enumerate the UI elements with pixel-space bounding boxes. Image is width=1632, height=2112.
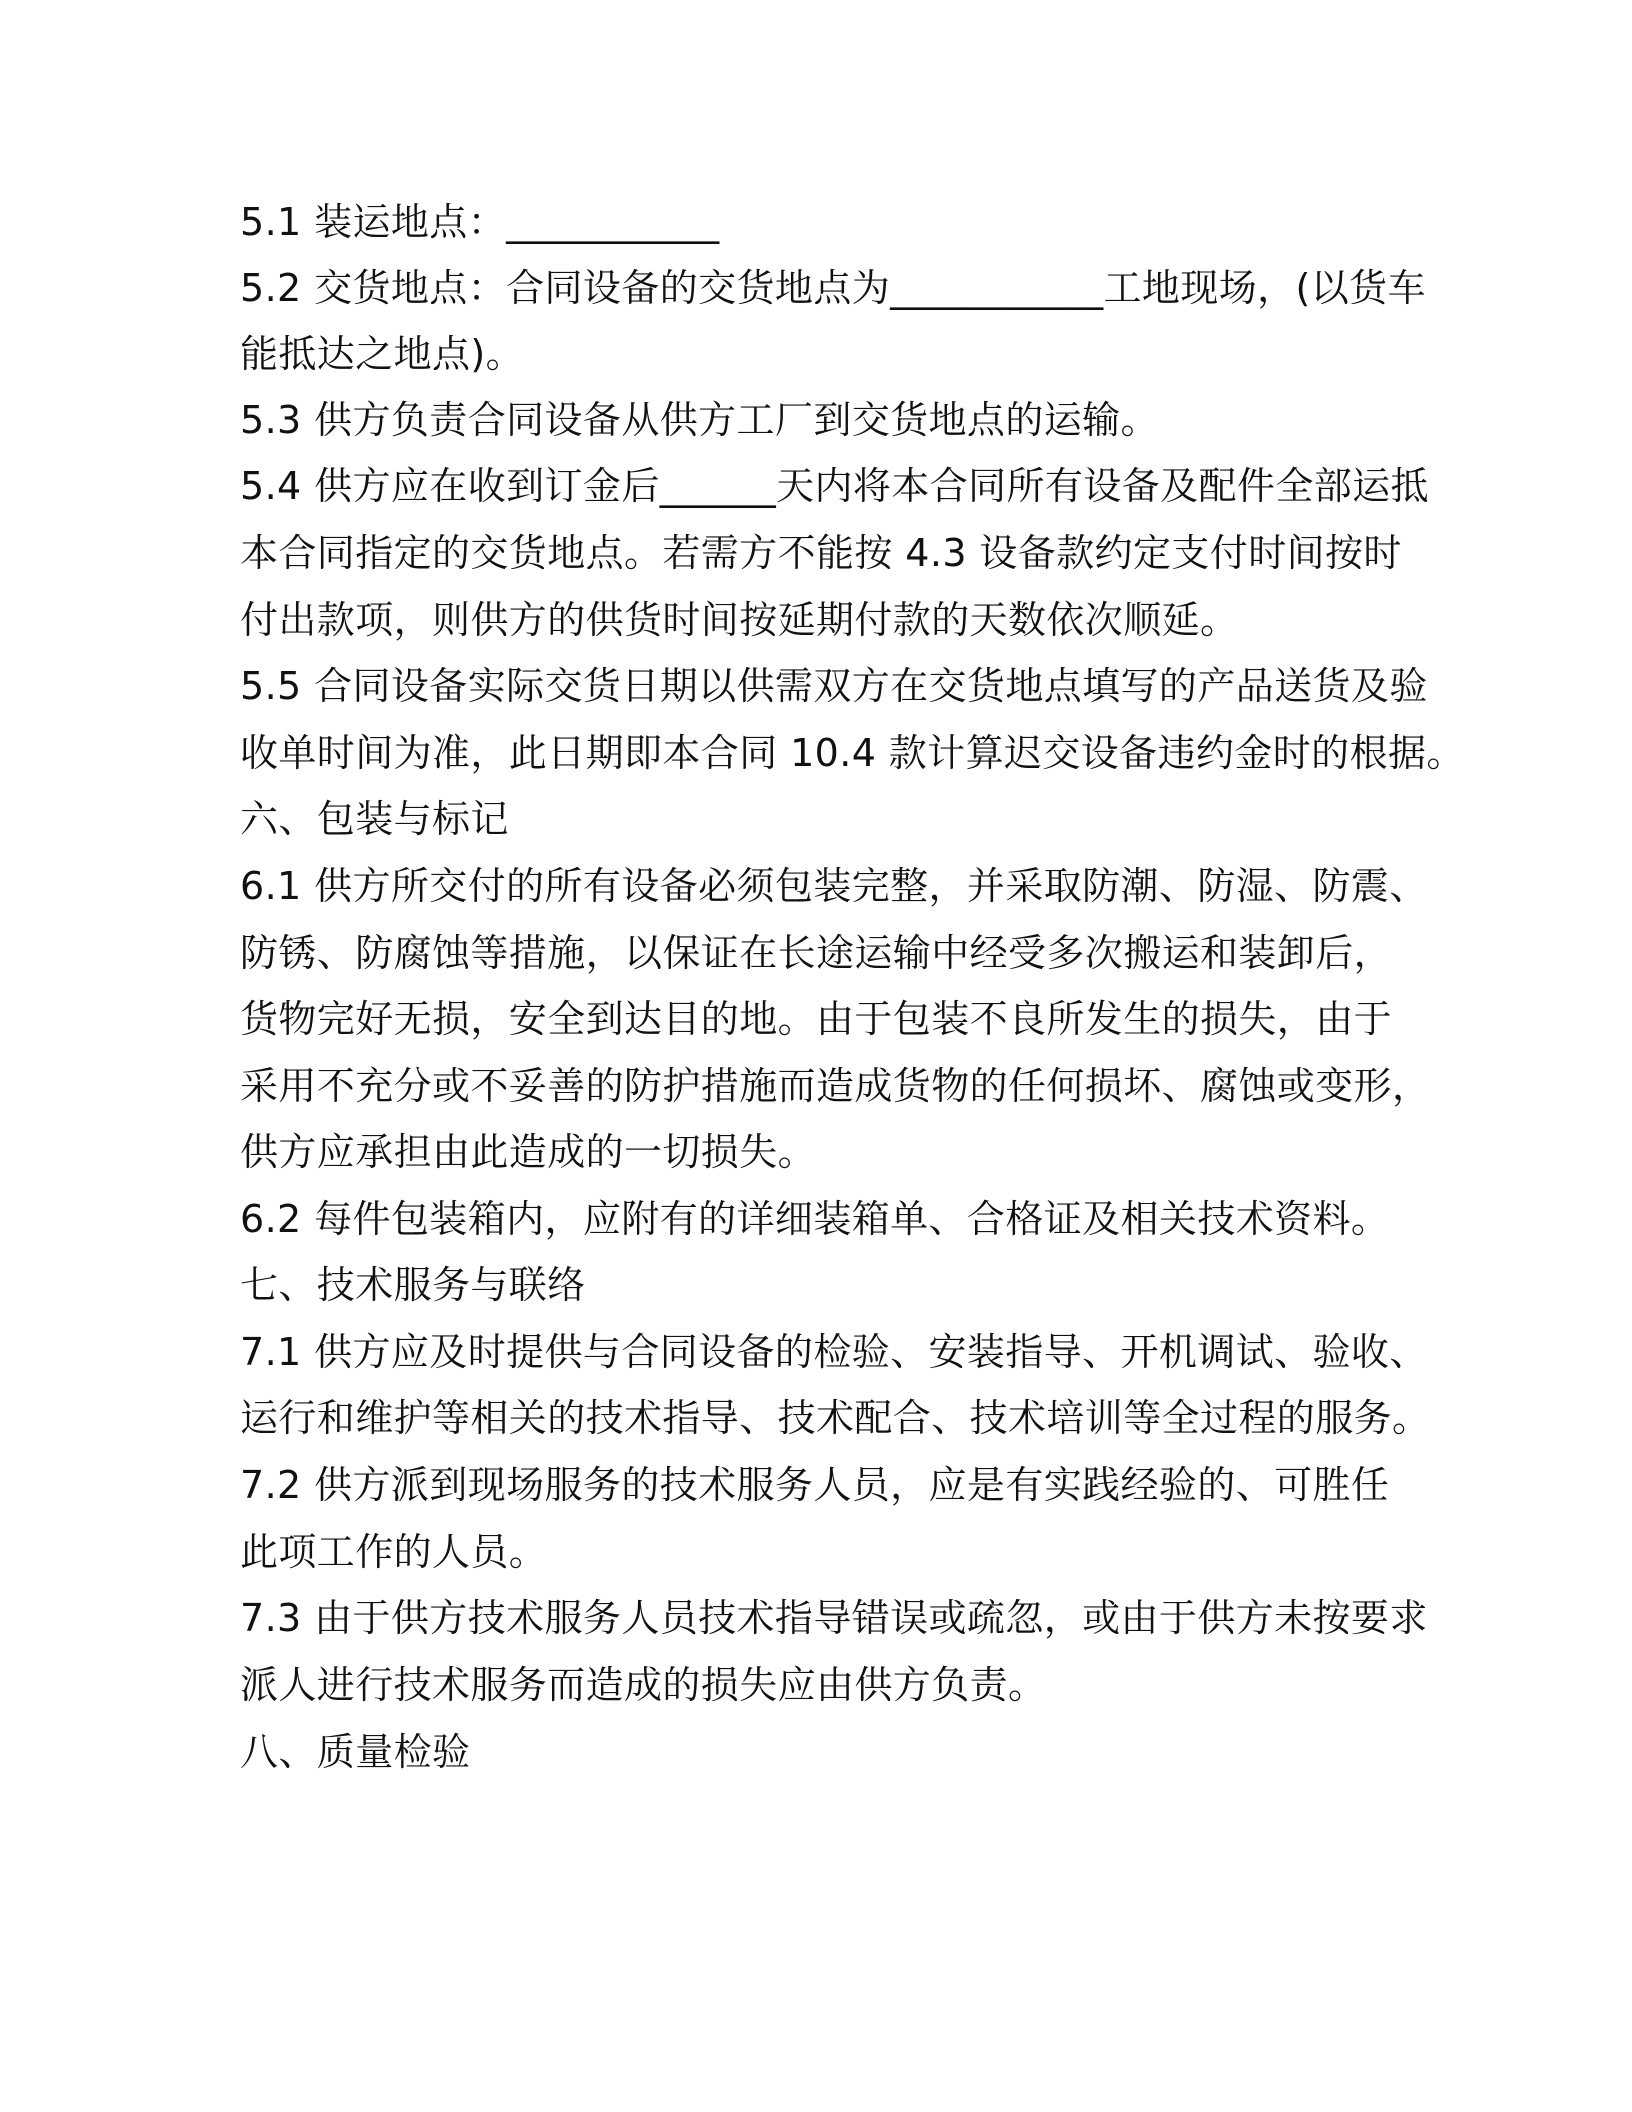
clause-7-1: 7.1 供方应及时提供与合同设备的检验、安装指导、开机调试、验收、 (240, 1330, 1428, 1374)
section-heading-6: 六、包装与标记 (240, 797, 509, 841)
section-heading-7: 七、技术服务与联络 (240, 1263, 586, 1307)
clause-6-1-continued-1: 防锈、防腐蚀等措施，以保证在长途运输中经受多次搬运和装卸后， (240, 931, 1393, 975)
clause-6-1-continued-4: 供方应承担由此造成的一切损失。 (240, 1130, 817, 1174)
clause-6-1-continued-2: 货物完好无损，安全到达目的地。由于包装不良所发生的损失，由于 (240, 997, 1393, 1041)
clause-6-2: 6.2 每件包装箱内，应附有的详细装箱单、合格证及相关技术资料。 (240, 1197, 1390, 1241)
clause-5-3: 5.3 供方负责合同设备从供方工厂到交货地点的运输。 (240, 398, 1159, 442)
clause-5-5-continued: 收单时间为准，此日期即本合同 10.4 款计算迟交设备违约金时的根据。 (240, 731, 1465, 775)
clause-6-1-continued-3: 采用不充分或不妥善的防护措施而造成货物的任何损坏、腐蚀或变形， (240, 1064, 1431, 1108)
section-heading-8: 八、质量检验 (240, 1730, 471, 1774)
clause-7-2-continued: 此项工作的人员。 (240, 1530, 548, 1574)
clause-7-3: 7.3 由于供方技术服务人员技术指导错误或疏忽，或由于供方未按要求 (240, 1596, 1428, 1640)
clause-6-1: 6.1 供方所交付的所有设备必须包装完整，并采取防潮、防湿、防震、 (240, 864, 1428, 908)
clause-5-2-continued: 能抵达之地点)。 (240, 332, 525, 376)
clause-7-1-continued: 运行和维护等相关的技术指导、技术配合、技术培训等全过程的服务。 (240, 1396, 1431, 1440)
clause-5-4-continued-1: 本合同指定的交货地点。若需方不能按 4.3 设备款约定支付时间按时 (240, 531, 1402, 575)
clause-7-3-continued: 派人进行技术服务而造成的损失应由供方负责。 (240, 1663, 1047, 1707)
clause-5-5: 5.5 合同设备实际交货日期以供需双方在交货地点填写的产品送货及验 (240, 664, 1428, 708)
clause-5-2: 5.2 交货地点：合同设备的交货地点为___________工地现场，(以货车 (240, 266, 1426, 310)
clause-5-4-continued-2: 付出款项，则供方的供货时间按延期付款的天数依次顺延。 (240, 598, 1239, 642)
clause-5-1: 5.1 装运地点：___________ (240, 200, 720, 244)
clause-7-2: 7.2 供方派到现场服务的技术服务人员，应是有实践经验的、可胜任 (240, 1463, 1390, 1507)
clause-5-4: 5.4 供方应在收到订金后______天内将本合同所有设备及配件全部运抵 (240, 464, 1429, 508)
